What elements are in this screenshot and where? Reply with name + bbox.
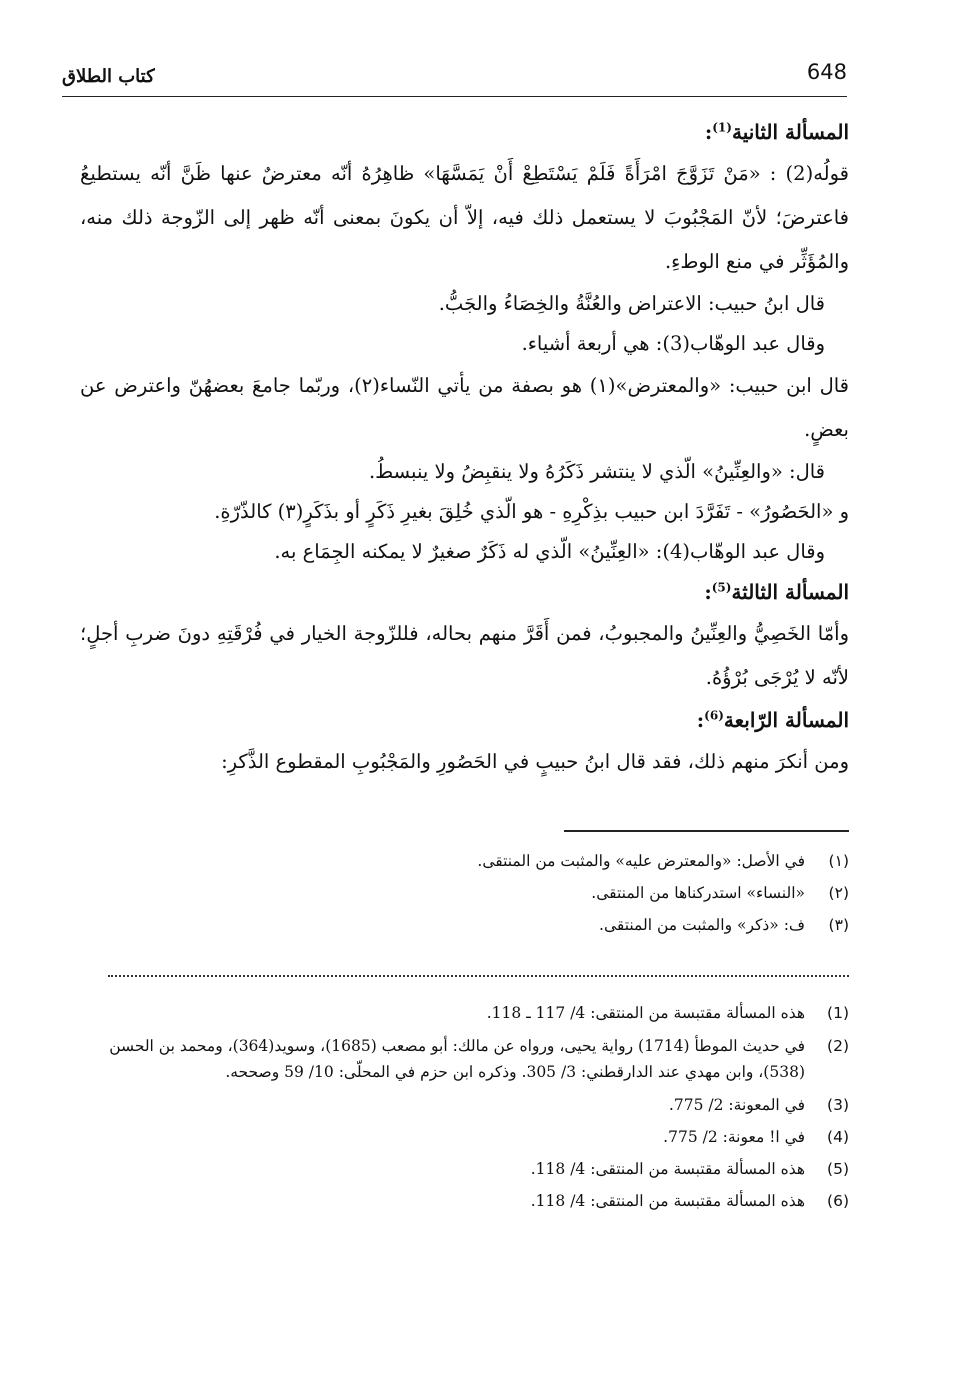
footnote: (4) في ا! معونة: 2/ 775. (663, 1128, 849, 1146)
dotted-divider (108, 975, 849, 977)
paragraph-line: و «الحَصُورُ» - تَفَرَّدَ ابن حبيب بذِكْرِهِ - هو الّذي خُلِقَ بغيرِ ذَكَرٍ أو بذَكَرٍ(٣) كالذّرّةِ. (214, 500, 849, 523)
footnote: (6) هذه المسألة مقتبسة من المنتقى: 4/ 118. (530, 1192, 849, 1210)
footnotes-source (78, 997, 849, 1217)
footnote-separator (564, 830, 849, 832)
paragraph-line: وقال عبد الوهّاب(4): «العِنِّينُ» الّذي له ذَكَرٌ صغيرٌ لا يمكنه الجِمَاع به. (274, 540, 825, 563)
main-text (80, 112, 849, 784)
footnotes-editor (78, 845, 849, 941)
footnote: (1) هذه المسألة مقتبسة من المنتقى: 4/ 117 ـ 118. (486, 1004, 849, 1022)
paragraph: قولُه(2) : «مَنْ تَزَوَّجَ امْرَأَةً فَلَمْ يَسْتَطِعْ أَنْ يَمَسَّهَا» ظاهِرُهُ أنّه معترضٌ عنها ظَنَّ أنّه يستطيعُ فاعترضَ؛ لأنّ المَجْبُوبَ لا يستعمل ذلك فيه، إلاّ أن يكونَ بمعنى أنّه ظهر إلى الزّوجة ذلك منه، والمُؤَثِّر في منع الوطءِ. (80, 162, 849, 273)
footnote: (١) في الأصل: «والمعترض عليه» والمثبت من المنتقى. (477, 852, 849, 870)
section-heading: المسألة الثالثة$^{(5)}$: (704, 580, 849, 604)
paragraph: قال ابن حبيب: «والمعترض»(١) هو بصفة من يأتي النّساء(٢)، وربّما جامعَ بعضهُنّ واعترض عن بعضٍ. (80, 374, 850, 441)
paragraph: وأمّا الخَصِيُّ والعِنِّينُ والمجبوبُ، فمن أَقَرَّ منهم بحاله، فللزّوجة الخيار في فُرْقَتِهِ دونَ ضربِ أجلٍ؛ لأنّه لا يُرْجَى بُرْؤُهُ. (80, 622, 849, 689)
page-number: 648 (806, 60, 847, 84)
section-heading: المسألة الرّابعة$^{(6)}$: (696, 708, 849, 732)
paragraph-line: قال: «والعِنِّينُ» الّذي لا ينتشر ذَكَرُهُ ولا ينقبِضُ ولا ينبسطُ. (368, 460, 825, 483)
footnote: (٢) «النساء» استدركناها من المنتقى. (591, 884, 849, 902)
footnote: (3) في المعونة: 2/ 775. (668, 1096, 849, 1114)
footnote: (5) هذه المسألة مقتبسة من المنتقى: 4/ 118. (530, 1160, 849, 1178)
paragraph-line: قال ابنُ حبيب: الاعتراض والعُنَّةُ والخِصَاءُ والجَبُّ. (438, 292, 825, 315)
footnote: (٣) ف: «ذكر» والمثبت من المنتقى. (599, 916, 849, 934)
section-heading: المسألة الثانية$^{(1)}$: (704, 120, 849, 144)
paragraph-line: وقال عبد الوهّاب(3): هي أربعة أشياء. (521, 332, 825, 355)
paragraph: ومن أنكرَ منهم ذلك، فقد قال ابنُ حبيبٍ في الحَصُورِ والمَجْبُوبِ المقطوع الذَّكرِ: (221, 750, 849, 773)
footnote: (2) في حديث الموطأ (1714) رواية يحيى، ورواه عن مالك: أبو مصعب (1685)، وسويد(364)، ومحمد بن الحسن (538)، وابن مهدي عند الدارقطني: 3/ 305. وذكره ابن حزم في المحلّى: 10/ 59 وصححه. (109, 1037, 849, 1081)
running-title: كتاب الطلاق (62, 66, 155, 87)
page-header (62, 58, 847, 97)
